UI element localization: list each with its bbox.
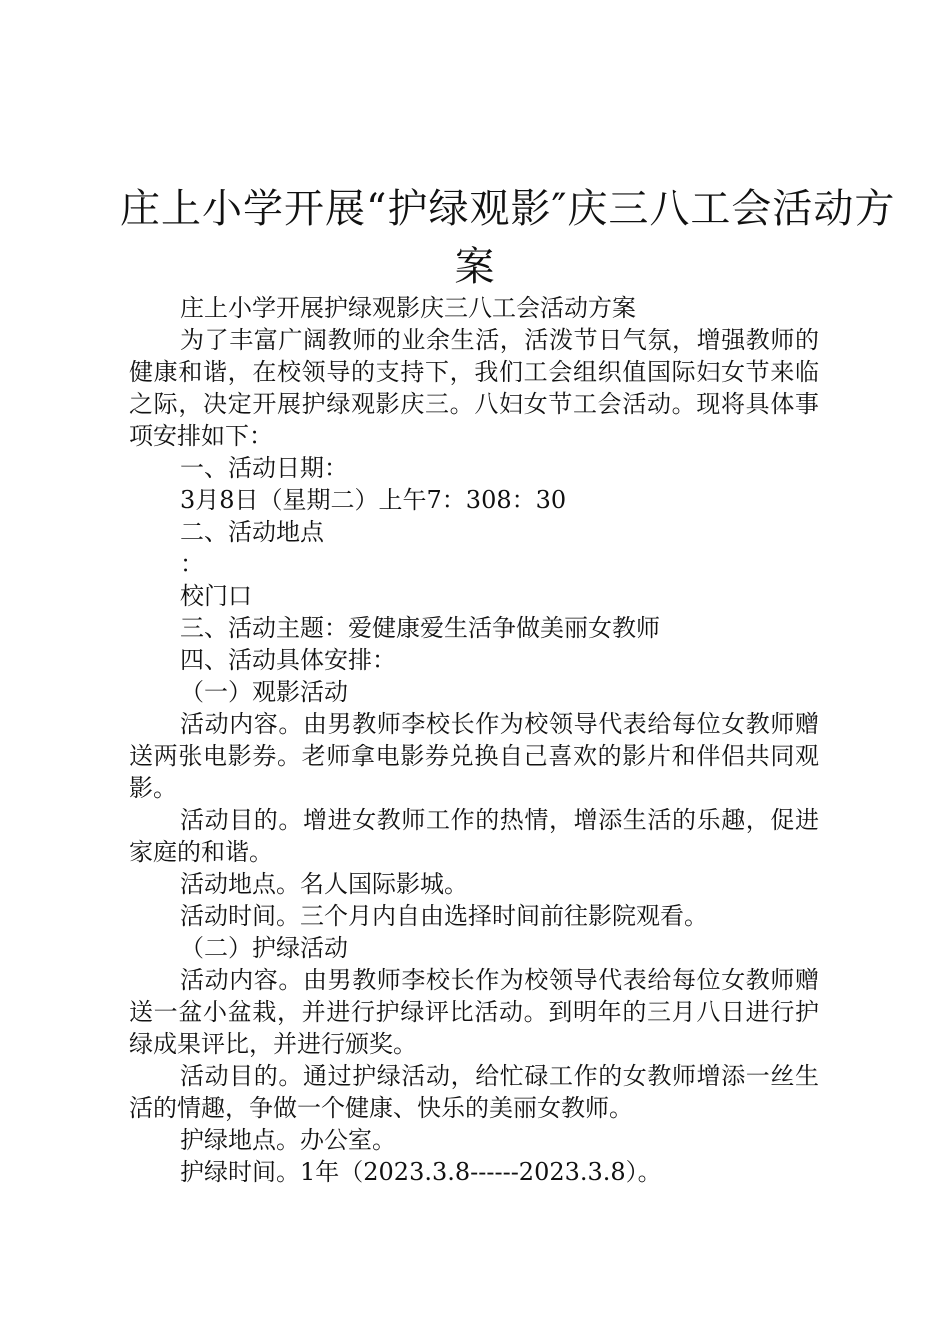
paragraph-green-content: 活动内容。由男教师李校长作为校领导代表给每位女教师赠送一盆小盆栽，并进行护绿评比活动。到明年的三月八日进行护绿成果评比，并进行颁奖。 (129, 966, 819, 1058)
heading-activity-theme: 三、活动主题：爱健康爱生活争做美丽女教师 (180, 614, 660, 642)
paragraph-green-location: 护绿地点。办公室。 (180, 1126, 396, 1154)
heading-movie-activity: （一）观影活动 (180, 678, 348, 706)
heading-activity-date: 一、活动日期： (180, 454, 348, 482)
paragraph-green-time: 护绿时间。1年（2023.3.8------2023.3.8）。 (180, 1158, 662, 1186)
paragraph-location-colon: ： (180, 550, 204, 578)
heading-activity-location: 二、活动地点 (180, 518, 324, 546)
heading-green-activity: （二）护绿活动 (180, 934, 348, 962)
paragraph-green-purpose: 活动目的。通过护绿活动，给忙碌工作的女教师增添一丝生活的情趣，争做一个健康、快乐的美丽女教师。 (129, 1062, 819, 1122)
paragraph-movie-content: 活动内容。由男教师李校长作为校领导代表给每位女教师赠送两张电影券。老师拿电影券兑换自己喜欢的影片和伴侣共同观影。 (129, 710, 819, 802)
paragraph-intro: 为了丰富广阔教师的业余生活，活泼节日气氛，增强教师的健康和谐，在校领导的支持下，我们工会组织值国际妇女节来临之际，决定开展护绿观影庆三。八妇女节工会活动。现将具体事项安排如下： (129, 326, 819, 450)
paragraph-movie-location: 活动地点。名人国际影城。 (180, 870, 468, 898)
document-title: 庄上小学开展“护绿观影″庆三八工会活动方 (120, 186, 896, 232)
paragraph-location-value: 校门口 (180, 582, 252, 610)
document-title-continued: 案 (454, 244, 496, 290)
paragraph-movie-purpose: 活动目的。增进女教师工作的热情，增添生活的乐趣，促进家庭的和谐。 (129, 806, 819, 866)
paragraph-subtitle: 庄上小学开展护绿观影庆三八工会活动方案 (180, 294, 636, 322)
paragraph-movie-time: 活动时间。三个月内自由选择时间前往影院观看。 (180, 902, 708, 930)
heading-activity-arrangement: 四、活动具体安排： (180, 646, 396, 674)
paragraph-date-value: 3月8日（星期二）上午7：308：30 (180, 486, 567, 514)
document-body (129, 292, 819, 1188)
